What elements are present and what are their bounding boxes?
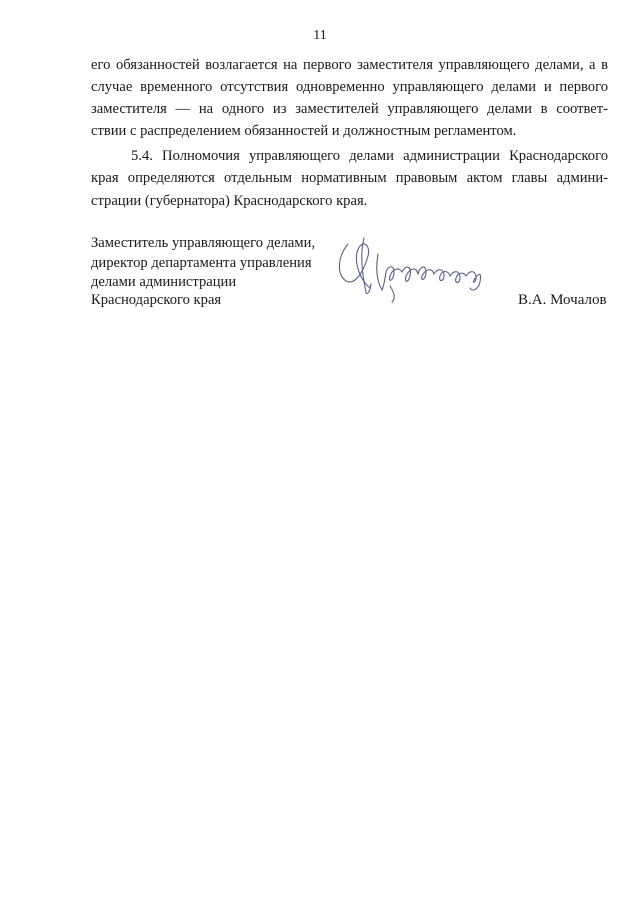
body-text-line: края определяются отдельным нормативным правовым актом главы админи-	[91, 170, 608, 186]
page-number: 11	[313, 28, 327, 43]
signer-name: В.А. Мочалов	[518, 292, 607, 308]
body-text-line: его обязанностей возлагается на первого заместителя управляющего делами, а в	[91, 57, 608, 73]
signer-position-line: директор департамента управления	[91, 255, 312, 271]
paragraph-5-4-first-line: 5.4. Полномочия управляющего делами администрации Краснодарского	[131, 148, 608, 164]
handwritten-signature	[330, 226, 502, 316]
signer-position-line: Краснодарского края	[91, 292, 222, 308]
body-text-line: заместителя — на одного из заместителей управляющего делами в соответ-	[91, 101, 608, 117]
body-text-line: страции (губернатора) Краснодарского края.	[91, 193, 368, 209]
body-text-line: случае временного отсутствия одновременно управляющего делами и первого	[91, 79, 608, 95]
signer-position-line: делами администрации	[91, 274, 237, 290]
body-text-line: ствии с распределением обязанностей и должностным регламентом.	[91, 123, 517, 139]
signer-position-line: Заместитель управляющего делами,	[91, 235, 316, 251]
